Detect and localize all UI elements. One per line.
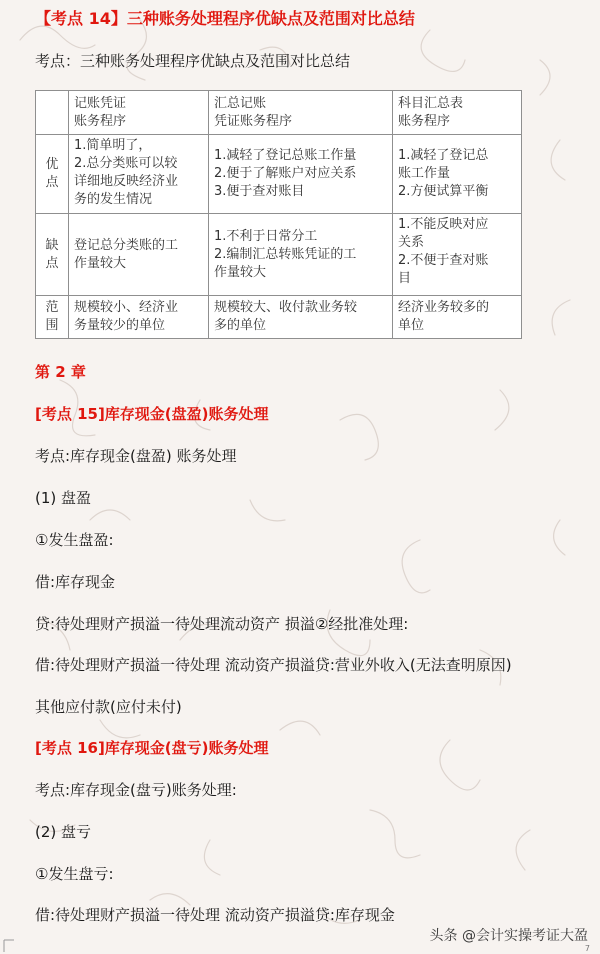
section-15-subtitle: 考点:库存现金(盘盈) 账务处理: [35, 447, 237, 465]
table-row-scope: [36, 296, 522, 339]
journal-entry: 借:库存现金: [35, 573, 116, 591]
page-corner-mark: [0, 938, 40, 954]
table-cell: 经济业务较多的 单位: [393, 296, 522, 339]
table-cell: 规模较小、经济业 务量较少的单位: [69, 296, 209, 339]
journal-entry: 借:待处理财产损溢一待处理 流动资产损溢贷:库存现金: [35, 906, 395, 924]
table-cell: 1.不能反映对应 关系 2.不便于查对账 目: [393, 214, 522, 296]
journal-entry: 借:待处理财产损溢一待处理 流动资产损溢贷:营业外收入(无法查明原因): [35, 656, 512, 674]
section-14-subtitle: 考点：三种账务处理程序优缺点及范围对比总结: [35, 52, 351, 70]
section-16-subtitle: 考点:库存现金(盘亏)账务处理:: [35, 781, 237, 799]
chapter-heading: 第 2 章: [35, 363, 86, 381]
table-cell: 1.不利于日常分工 2.编制汇总转账凭证的工 作量较大: [209, 214, 393, 296]
list-item: ①发生盘盈:: [35, 531, 114, 549]
table-row-advantages: [36, 135, 522, 214]
table-header-cell: 科目汇总表 账务程序: [393, 91, 522, 135]
section-16-title: [考点 16]库存现金(盘亏)账务处理: [35, 739, 269, 757]
journal-entry: 贷:待处理财产损溢一待处理流动资产 损溢②经批准处理:: [35, 615, 409, 633]
table-cell: 1.简单明了， 2.总分类账可以较 详细地反映经济业 务的发生情况: [69, 135, 209, 214]
table-header-row: [36, 91, 522, 135]
table-corner-cell: [36, 91, 69, 135]
table-cell: 1.减轻了登记总 账工作量 2.方便试算平衡: [393, 135, 522, 214]
table-row-disadvantages: [36, 214, 522, 296]
row-label-disadvantages: 缺 点: [36, 214, 69, 296]
journal-entry: 其他应付款(应付未付): [35, 698, 182, 716]
table-cell: 1.减轻了登记总账工作量 2.便于了解账户对应关系 3.便于查对账目: [209, 135, 393, 214]
comparison-table: [35, 90, 522, 339]
section-14-title: 【考点 14】三种账务处理程序优缺点及范围对比总结: [35, 9, 415, 28]
list-item: ①发生盘亏:: [35, 865, 114, 883]
list-item: (2) 盘亏: [35, 823, 92, 841]
table-cell: 规模较大、收付款业务较 多的单位: [209, 296, 393, 339]
table-header-cell: 汇总记账 凭证账务程序: [209, 91, 393, 135]
table-cell: 登记总分类账的工 作量较大: [69, 214, 209, 296]
row-label-advantages: 优 点: [36, 135, 69, 214]
watermark-brand: 头条 @会计实操考证大盈: [429, 928, 588, 944]
section-15-title: [考点 15]库存现金(盘盈)账务处理: [35, 405, 269, 423]
list-item: (1) 盘盈: [35, 489, 92, 507]
row-label-scope: 范 围: [36, 296, 69, 339]
page-number: 7: [584, 944, 590, 953]
table-header-cell: 记账凭证 账务程序: [69, 91, 209, 135]
